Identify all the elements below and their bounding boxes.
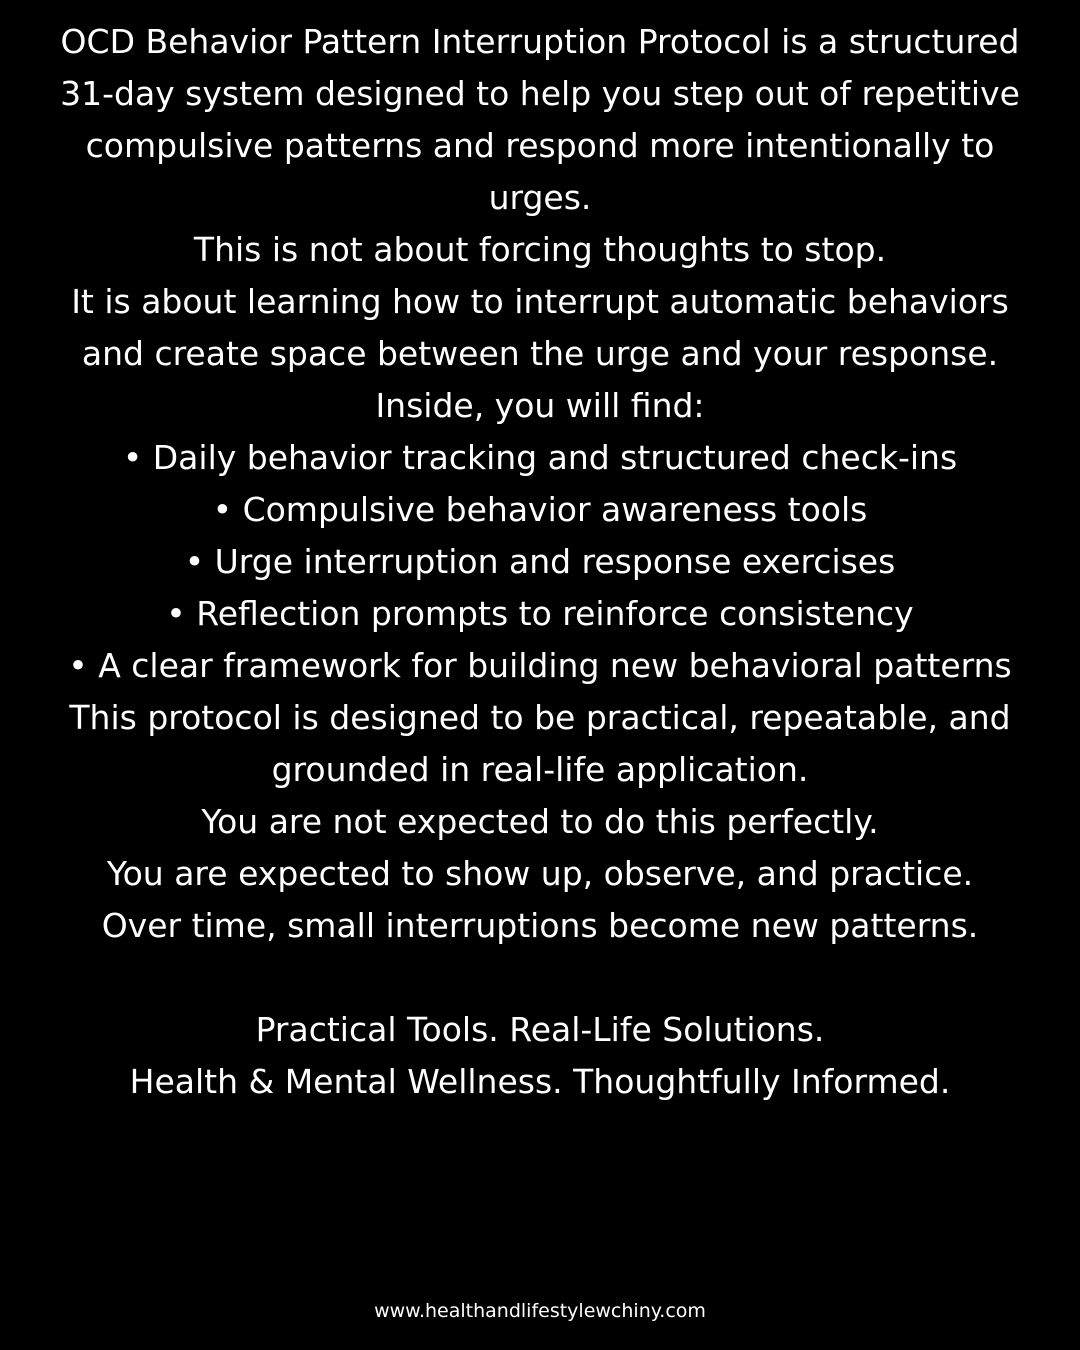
closing-paragraph: This protocol is designed to be practical, repeatable, and grounded in real-life application. <box>69 698 1011 789</box>
feature-item-exercises: • Urge interruption and response exercises <box>184 542 896 581</box>
intro-paragraph: OCD Behavior Pattern Interruption Protocol is a structured 31-day system designed to help you step out of repetitive compulsive patterns and respond more intentionally to urges. <box>60 22 1020 217</box>
website-url: www.healthandlifestylewchiny.com <box>374 1300 706 1322</box>
features-heading: Inside, you will find: <box>375 386 705 425</box>
tagline-line-2: Health & Mental Wellness. Thoughtfully Informed. <box>129 1062 951 1101</box>
closing-over-time: Over time, small interruptions become new patterns. <box>101 906 979 945</box>
feature-item-tracking: • Daily behavior tracking and structured check-ins <box>122 438 958 477</box>
feature-item-awareness: • Compulsive behavior awareness tools <box>212 490 868 529</box>
intro-statement: This is not about forcing thoughts to stop. <box>193 230 887 269</box>
closing-not-perfect: You are not expected to do this perfectly. <box>201 802 879 841</box>
section-spacer <box>40 952 1040 1004</box>
intro-explanation: It is about learning how to interrupt automatic behaviors and create space between the urge and your response. <box>71 282 1009 373</box>
main-text-block <box>40 16 1040 1108</box>
feature-item-framework: • A clear framework for building new behavioral patterns <box>68 646 1012 685</box>
closing-show-up: You are expected to show up, observe, and practice. <box>106 854 974 893</box>
feature-item-reflection: • Reflection prompts to reinforce consistency <box>166 594 914 633</box>
tagline-line-1: Practical Tools. Real-Life Solutions. <box>255 1010 825 1049</box>
